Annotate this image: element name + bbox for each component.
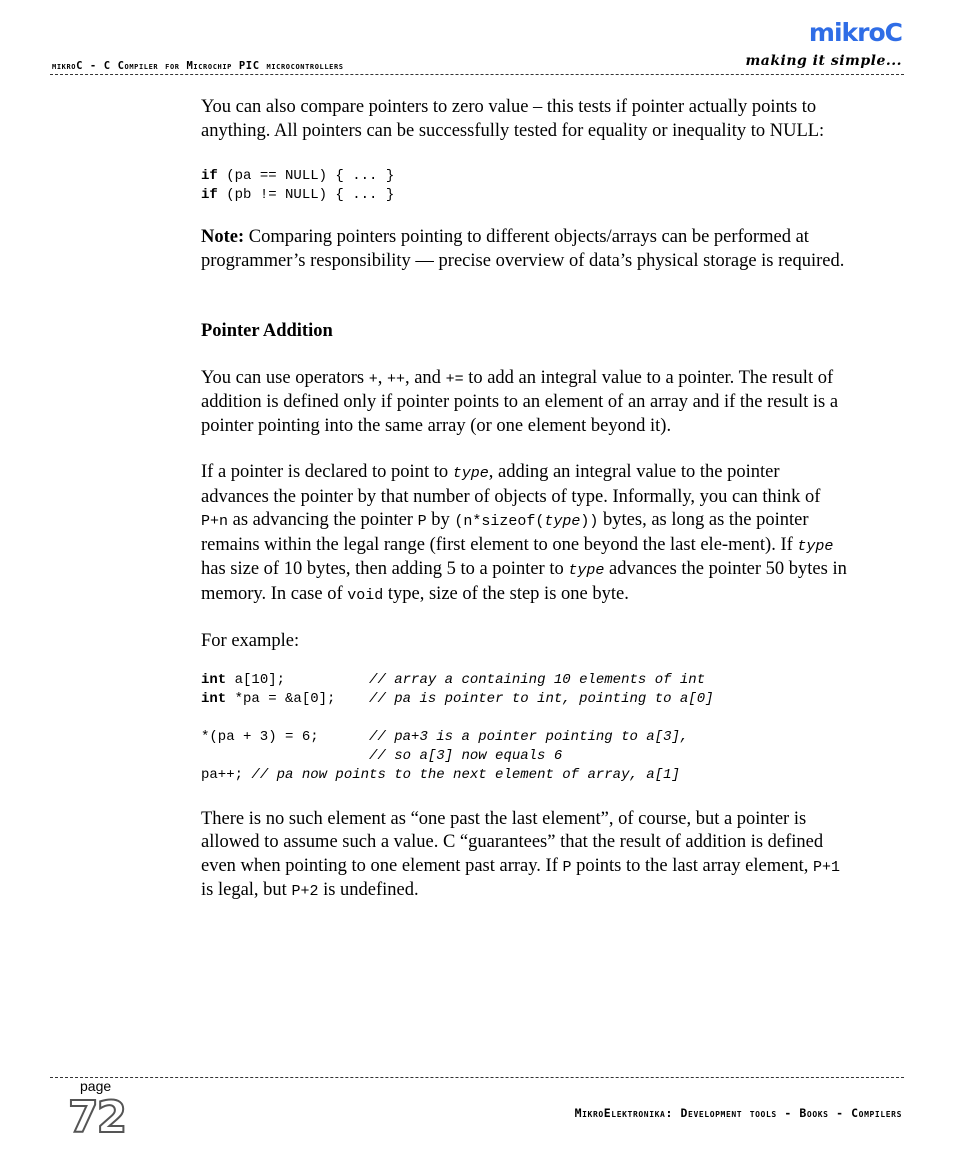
text: points to the last array element,: [571, 855, 813, 876]
code-keyword: int: [201, 690, 227, 707]
text: You can use operators: [201, 367, 369, 388]
inline-code: +=: [445, 370, 464, 388]
header-divider: [50, 74, 904, 75]
inline-code: P: [417, 513, 427, 530]
text: type, size of the step is one byte.: [383, 583, 629, 604]
inline-code: (n*sizeof(: [454, 513, 545, 530]
code-block-null-compare: [201, 167, 851, 205]
paragraph-operators: [201, 367, 851, 439]
code-comment: // pa is pointer to int, pointing to a[0]: [369, 690, 714, 707]
page-label: page: [80, 1078, 112, 1094]
code-block-pointer-example: [201, 671, 851, 785]
text: is undefined.: [318, 880, 419, 900]
note-label: Note:: [201, 227, 245, 247]
text: bytes, as long as the pointer remains within the legal range (first element to one beyond the last ele-ment). If: [201, 510, 809, 555]
inline-code: P+1: [812, 858, 840, 876]
page-number: 72: [68, 1092, 126, 1143]
text: to add an integral value to a pointer. The result of addition is defined only if pointer points to an element of an array and if the result is a pointer pointing into the same array (or one element beyond it).: [201, 367, 839, 436]
text: advances the pointer 50 bytes in memory. In case of: [201, 559, 847, 604]
inline-code: type: [797, 537, 834, 555]
paragraph-compare-null: You can also compare pointers to zero value – this tests if pointer actually points to anything. All pointers can be successfully tested for equality or inequality to NULL:: [201, 97, 825, 141]
brand-tagline: making it simple...: [745, 53, 902, 69]
inline-code: type: [544, 513, 581, 530]
code-text: (pa == NULL) { ... }: [217, 168, 395, 184]
page-content: [201, 96, 851, 904]
inline-code: P+2: [291, 883, 319, 900]
code-indent: [201, 748, 369, 764]
code-text: (pb != NULL) { ... }: [217, 187, 395, 203]
note-text: Comparing pointers pointing to different objects/arrays can be performed at programmer’s responsibility — precise overview of data’s physical storage is required.: [201, 227, 845, 271]
paragraph-one-past-last: [201, 808, 851, 904]
footer-divider: [50, 1077, 904, 1078]
section-title: Pointer Addition: [201, 321, 333, 341]
text: has size of 10 bytes, then adding 5 to a pointer to: [201, 559, 569, 579]
brand-logo: mikroC: [808, 18, 902, 47]
text: , adding an integral value to the pointer advances the pointer by that number of objects of type. Informally, you can think of: [201, 462, 821, 507]
text: as advancing the pointer: [228, 510, 418, 530]
header-title: mikroC - C Compiler for Microchip PIC microcontrollers: [52, 60, 344, 72]
footer-title: MikroElektronika: Development tools - Books - Compilers: [574, 1106, 902, 1120]
text: is legal, but: [201, 880, 292, 900]
text: There is no such element as “one past the last element”, of course, but a pointer is allowed to assume such a value. C “guarantees” that the result of addition is defined even when pointing to one element past array. If: [201, 808, 824, 876]
inline-code: void: [347, 586, 384, 604]
inline-code: P+n: [201, 513, 229, 530]
inline-code: P: [562, 858, 572, 876]
code-comment: // so a[3] now equals 6: [369, 747, 563, 764]
code-text: a[10];: [226, 671, 370, 688]
text: by: [426, 510, 455, 530]
code-comment: // array a containing 10 elements of int: [369, 671, 706, 688]
text: ,: [377, 367, 387, 388]
code-keyword: int: [201, 671, 227, 688]
code-text: *pa = &a[0];: [226, 690, 370, 707]
code-keyword: if: [201, 168, 218, 184]
code-text: *(pa + 3) = 6;: [201, 728, 370, 745]
inline-code: ++: [386, 370, 405, 388]
code-comment: // pa now points to the next element of array, a[1]: [251, 766, 680, 783]
inline-code: type: [568, 562, 605, 579]
text: , and: [404, 367, 446, 388]
paragraph-for-example: For example:: [201, 631, 300, 651]
inline-code: )): [580, 513, 599, 530]
inline-code: type: [452, 465, 489, 482]
code-comment: // pa+3 is a pointer pointing to a[3],: [369, 728, 689, 745]
text: If a pointer is declared to point to: [201, 462, 453, 482]
inline-code: +: [368, 370, 378, 388]
code-keyword: if: [201, 187, 218, 203]
code-text: pa++;: [201, 766, 252, 783]
paragraph-type-size: [201, 461, 851, 607]
paragraph-note: [201, 226, 851, 273]
